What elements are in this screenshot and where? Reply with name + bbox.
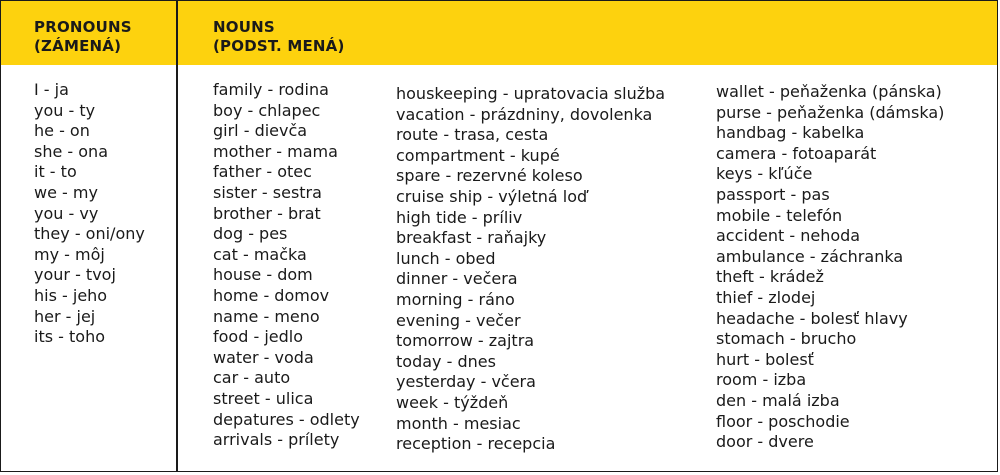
list-item: boy - chlapec bbox=[213, 100, 321, 120]
list-item: home - domov bbox=[213, 285, 330, 305]
list-item: mobile - telefón bbox=[716, 205, 843, 225]
list-item: yesterday - včera bbox=[396, 372, 536, 392]
list-item: water - voda bbox=[213, 347, 314, 367]
list-item: breakfast - raňajky bbox=[396, 228, 547, 248]
list-item: sister - sestra bbox=[213, 182, 322, 202]
list-item: week - týždeň bbox=[396, 392, 509, 412]
list-item: my - môj bbox=[34, 244, 105, 264]
list-item: they - oni/ony bbox=[34, 224, 145, 244]
list-item: you - ty bbox=[34, 100, 96, 120]
list-item: family - rodina bbox=[213, 80, 329, 99]
list-item: high tide - príliv bbox=[396, 207, 523, 227]
list-item: his - jeho bbox=[34, 285, 108, 305]
list-item: father - otec bbox=[213, 162, 312, 182]
nouns-header-subtitle: (PODST. MENÁ) bbox=[213, 37, 345, 55]
list-item: its - toho bbox=[34, 327, 105, 347]
list-item: her - jej bbox=[34, 306, 96, 326]
list-item: keys - kľúče bbox=[716, 164, 813, 184]
list-item: hurt - bolesť bbox=[716, 349, 814, 369]
list-item: theft - krádež bbox=[716, 267, 824, 287]
list-item: ambulance - záchranka bbox=[716, 246, 904, 266]
nouns-list-1 bbox=[213, 80, 360, 451]
list-item: vacation - prázdniny, dovolenka bbox=[396, 104, 653, 124]
list-item: cat - mačka bbox=[213, 244, 307, 264]
list-item: he - on bbox=[34, 121, 90, 141]
list-item: door - dvere bbox=[716, 432, 814, 452]
column-divider bbox=[176, 1, 178, 471]
list-item: handbag - kabelka bbox=[716, 123, 865, 143]
list-item: I - ja bbox=[34, 80, 69, 99]
list-item: she - ona bbox=[34, 141, 108, 161]
list-item: food - jedlo bbox=[213, 327, 303, 347]
pronouns-header bbox=[34, 18, 132, 56]
list-item: cruise ship - výletná loď bbox=[396, 186, 588, 206]
nouns-header-title: NOUNS bbox=[213, 18, 275, 36]
list-item: den - malá izba bbox=[716, 390, 840, 410]
list-item: room - izba bbox=[716, 370, 807, 390]
list-item: your - tvoj bbox=[34, 265, 116, 285]
pronouns-list bbox=[34, 80, 145, 348]
nouns-list-2 bbox=[396, 84, 665, 455]
list-item: street - ulica bbox=[213, 388, 314, 408]
list-item: dinner - večera bbox=[396, 269, 518, 289]
list-item: route - trasa, cesta bbox=[396, 125, 549, 145]
list-item: you - vy bbox=[34, 203, 99, 223]
list-item: thief - zlodej bbox=[716, 287, 816, 307]
list-item: it - to bbox=[34, 162, 77, 182]
pronouns-header-subtitle: (ZÁMENÁ) bbox=[34, 37, 122, 55]
list-item: lunch - obed bbox=[396, 248, 496, 268]
list-item: tomorrow - zajtra bbox=[396, 331, 535, 351]
list-item: houskeeping - upratovacia služba bbox=[396, 84, 666, 103]
list-item: compartment - kupé bbox=[396, 145, 560, 165]
nouns-list-3 bbox=[716, 82, 944, 453]
list-item: month - mesiac bbox=[396, 413, 521, 433]
list-item: mother - mama bbox=[213, 141, 338, 161]
list-item: stomach - brucho bbox=[716, 329, 857, 349]
list-item: spare - rezervné koleso bbox=[396, 166, 583, 186]
list-item: reception - recepcia bbox=[396, 434, 556, 454]
pronouns-header-title: PRONOUNS bbox=[34, 18, 132, 36]
nouns-header bbox=[213, 18, 345, 56]
list-item: accident - nehoda bbox=[716, 226, 861, 246]
list-item: headache - bolesť hlavy bbox=[716, 308, 908, 328]
list-item: camera - fotoaparát bbox=[716, 143, 877, 163]
list-item: purse - peňaženka (dámska) bbox=[716, 102, 945, 122]
list-item: depatures - odlety bbox=[213, 409, 360, 429]
list-item: wallet - peňaženka (pánska) bbox=[716, 82, 942, 101]
table-header bbox=[1, 1, 997, 65]
list-item: dog - pes bbox=[213, 224, 288, 244]
list-item: girl - dievča bbox=[213, 121, 308, 141]
list-item: brother - brat bbox=[213, 203, 321, 223]
list-item: floor - poschodie bbox=[716, 411, 850, 431]
list-item: car - auto bbox=[213, 368, 291, 388]
list-item: house - dom bbox=[213, 265, 313, 285]
list-item: morning - ráno bbox=[396, 289, 515, 309]
list-item: today - dnes bbox=[396, 351, 496, 371]
list-item: we - my bbox=[34, 182, 98, 202]
list-item: arrivals - prílety bbox=[213, 430, 340, 450]
list-item: name - meno bbox=[213, 306, 320, 326]
list-item: evening - večer bbox=[396, 310, 521, 330]
list-item: passport - pas bbox=[716, 184, 830, 204]
